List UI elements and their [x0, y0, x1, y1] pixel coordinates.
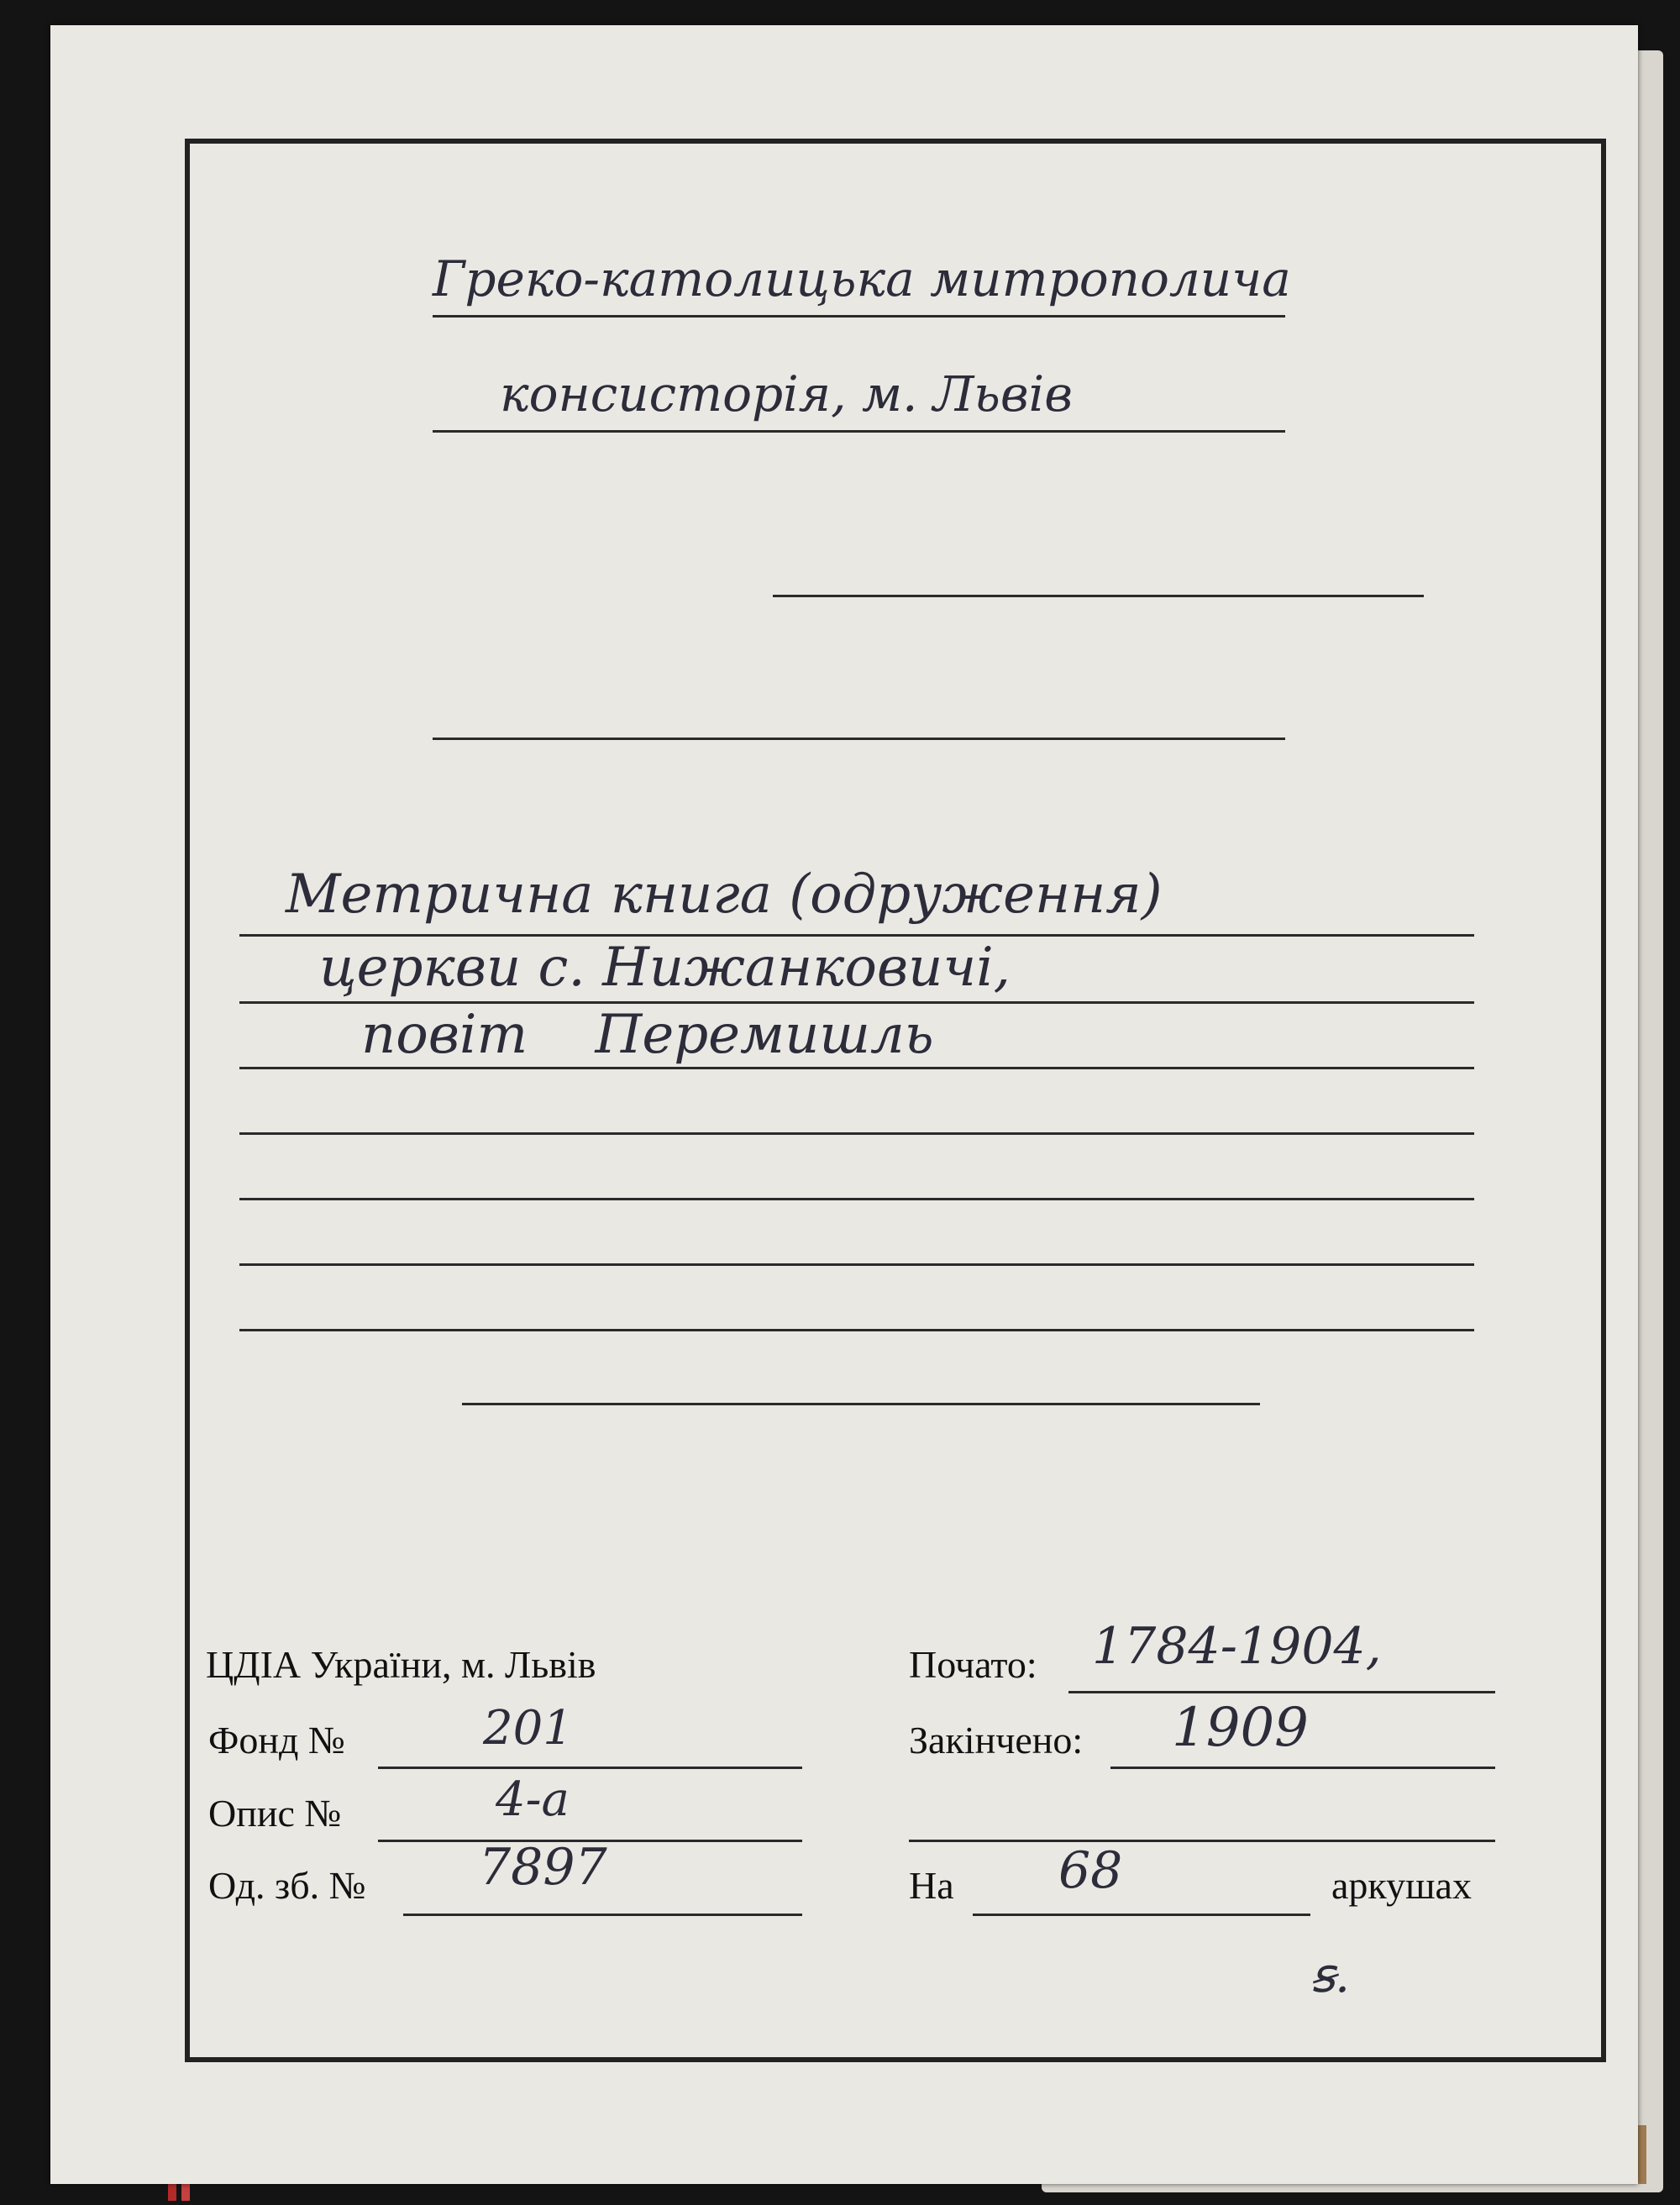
- blank-line: [433, 738, 1285, 740]
- opis-value: 4-а: [496, 1772, 570, 1827]
- end-value: 1909: [1172, 1697, 1309, 1759]
- fond-underline: [378, 1767, 802, 1769]
- header-line-2: консисторія, м. Львів: [500, 365, 1073, 423]
- fond-value: 201: [483, 1701, 573, 1756]
- blank-underline: [909, 1840, 1495, 1842]
- start-underline: [1068, 1691, 1495, 1693]
- header-line-1: Греко-католицька митрополича: [433, 250, 1291, 307]
- sheets-value: 68: [1058, 1841, 1123, 1900]
- archive-name: ЦДІА України, м. Львів: [206, 1643, 596, 1686]
- sheets-suffix: аркушах: [1331, 1864, 1472, 1907]
- title-underline-3: [239, 1067, 1474, 1069]
- end-underline: [1110, 1767, 1495, 1769]
- blank-line: [239, 1263, 1474, 1266]
- sheets-underline: [973, 1914, 1310, 1916]
- handwritten-mark: ꞩ.: [1310, 1949, 1350, 2003]
- folder-cover: [50, 25, 1638, 2184]
- header-underline-2: [433, 430, 1285, 433]
- title-line-1: Метрична книга (одруження): [286, 864, 1163, 926]
- cover-frame: [185, 139, 1606, 2062]
- end-label: Закінчено:: [909, 1719, 1084, 1761]
- blank-line: [239, 1198, 1474, 1200]
- item-underline: [403, 1914, 802, 1916]
- start-label: Почато:: [909, 1643, 1037, 1686]
- blank-line: [773, 595, 1424, 597]
- item-value: 7897: [479, 1838, 607, 1897]
- header-underline-1: [433, 315, 1285, 318]
- sheets-prefix: На: [909, 1864, 954, 1907]
- item-label: Од. зб. №: [208, 1864, 366, 1907]
- blank-line: [239, 1329, 1474, 1331]
- start-value: 1784-1904,: [1092, 1617, 1382, 1676]
- blank-line: [239, 1132, 1474, 1135]
- opis-label: Опис №: [208, 1792, 342, 1835]
- title-line-3: повіт Перемишль: [361, 1004, 934, 1066]
- blank-line: [462, 1403, 1260, 1405]
- fond-label: Фонд №: [208, 1719, 345, 1761]
- title-line-2: церкви с. Нижанковичі,: [319, 937, 1011, 999]
